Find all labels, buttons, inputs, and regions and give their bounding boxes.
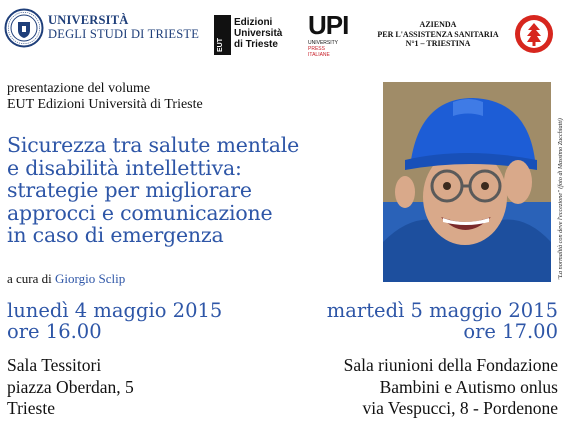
eut-logo-mark: EUT [217, 38, 224, 52]
event2-date: martedì 5 maggio 2015 [326, 299, 558, 322]
event2-datetime [327, 300, 558, 342]
university-seal-logo [4, 8, 44, 48]
asl-logo [514, 14, 554, 54]
azienda-line2: PER L'ASSISTENZA SANITARIA [377, 29, 499, 39]
university-line2: DEGLI STUDI DI TRIESTE [48, 27, 200, 41]
eut-line2: Università [234, 28, 283, 39]
event2-loc1: Sala riunioni della Fondazione [343, 355, 558, 375]
event2-time: ore 17.00 [463, 320, 558, 343]
eut-line3: di Trieste [234, 39, 278, 50]
upi-sub1: UNIVERSITY [308, 40, 339, 46]
child-helmet-photo [383, 82, 551, 282]
eut-logo [214, 15, 231, 55]
upi-subtitle [308, 40, 348, 58]
photo-credit [553, 82, 567, 282]
curator-name: Giorgio Sclip [55, 271, 126, 286]
intro-line2: EUT Edizioni Università di Trieste [7, 97, 203, 112]
title-line2: e disabilità intellettiva: [7, 155, 242, 180]
event1-time: ore 16.00 [7, 320, 102, 343]
azienda-line3: N°1 – TRIESTINA [405, 39, 471, 48]
curator-prefix: a cura di [7, 271, 52, 286]
presentation-intro [7, 81, 203, 113]
upi-sub2: PRESS ITALIANE [308, 46, 330, 58]
event2-loc3: via Vespucci, 8 - Pordenone [362, 398, 558, 418]
intro-line1: presentazione del volume [7, 81, 151, 96]
event1-loc3: Trieste [7, 398, 55, 418]
title-line4: approcci e comunicazione [7, 200, 273, 225]
title-line3: strategie per migliorare [7, 178, 252, 202]
eut-name [234, 17, 282, 50]
event2-location [344, 355, 558, 420]
title-line5: in caso di emergenza [7, 223, 224, 247]
title-line1: Sicurezza tra salute mentale [7, 133, 300, 157]
upi-logo: UPI [308, 10, 349, 40]
book-title [7, 134, 327, 247]
event1-loc2: piazza Oberdan, 5 [7, 376, 134, 397]
event1-location [7, 355, 134, 420]
event1-datetime [7, 300, 222, 342]
event1-date: lunedì 4 maggio 2015 [7, 299, 223, 322]
university-line1: UNIVERSITÀ [48, 13, 129, 27]
eut-line1: Edizioni [234, 17, 273, 28]
event2-loc2: Bambini e Autismo onlus [379, 376, 558, 397]
event1-loc1: Sala Tessitori [7, 355, 102, 375]
azienda-line1: AZIENDA [419, 20, 457, 29]
university-name [48, 13, 199, 41]
curator-line [7, 271, 125, 287]
photo-credit-text: "La normalità con deve l'eccezione" (foto di Massimo Zucchiatti) [557, 118, 564, 280]
azienda-name [368, 20, 508, 49]
